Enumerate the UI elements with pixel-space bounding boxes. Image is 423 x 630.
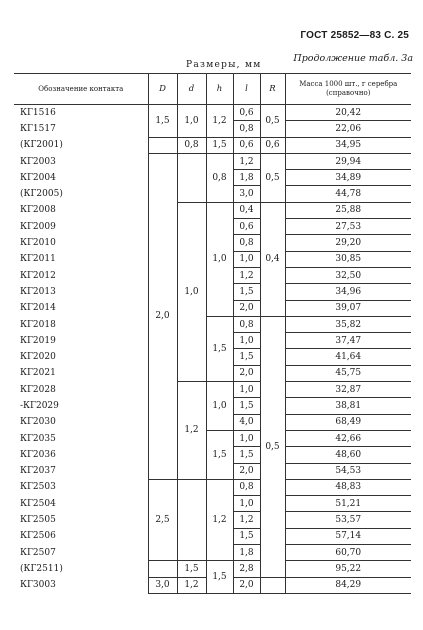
- table-row: [14, 137, 411, 153]
- mass-cell: 68,49: [285, 414, 411, 430]
- mass-cell: 29,94: [285, 153, 411, 169]
- mass-cell: 34,95: [285, 137, 411, 153]
- dim-l-cell: 1,0: [233, 496, 260, 512]
- contact-name: КГ2020: [14, 349, 148, 365]
- mass-cell: 84,29: [285, 577, 411, 593]
- mass-cell: 37,47: [285, 333, 411, 349]
- contact-name: КГ2035: [14, 430, 148, 446]
- mass-cell: 51,21: [285, 496, 411, 512]
- contact-name: КГ2030: [14, 414, 148, 430]
- table-body: [14, 105, 411, 594]
- mass-cell: 95,22: [285, 561, 411, 577]
- mass-cell: 41,64: [285, 349, 411, 365]
- dim-d-cell: [148, 561, 177, 577]
- table-row: [14, 479, 411, 495]
- col-header-R: R: [260, 74, 285, 105]
- dim-h-cell: 1,0: [206, 382, 233, 431]
- contact-name: КГ1516: [14, 105, 148, 121]
- mass-cell: 60,70: [285, 545, 411, 561]
- contact-name: КГ2009: [14, 219, 148, 235]
- contact-name: КГ2011: [14, 251, 148, 267]
- mass-cell: 38,81: [285, 398, 411, 414]
- contact-name: КГ1517: [14, 121, 148, 137]
- dim-d-cell: 1,5: [177, 561, 206, 577]
- mass-cell: 22,06: [285, 121, 411, 137]
- dim-l-cell: 2,0: [233, 577, 260, 593]
- dim-l-cell: 2,0: [233, 463, 260, 479]
- mass-cell: 48,60: [285, 447, 411, 463]
- dim-r-cell: 0,4: [260, 202, 285, 316]
- dim-l-cell: 1,5: [233, 349, 260, 365]
- col-header-h: h: [206, 74, 233, 105]
- dim-h-cell: 1,2: [206, 105, 233, 138]
- table-row: [14, 561, 411, 577]
- contact-name: КГ2503: [14, 479, 148, 495]
- dim-d-cell: 0,8: [177, 137, 206, 153]
- dim-l-cell: 1,5: [233, 398, 260, 414]
- dim-r-cell: 0,5: [260, 105, 285, 138]
- dim-l-cell: 0,6: [233, 105, 260, 121]
- dim-h-cell: 1,5: [206, 430, 233, 479]
- col-header-d: d: [177, 74, 206, 105]
- dim-d-cell: 1,2: [177, 382, 206, 480]
- contact-name: КГ2507: [14, 545, 148, 561]
- contact-name: КГ2021: [14, 365, 148, 381]
- dim-l-cell: 4,0: [233, 414, 260, 430]
- contact-name: КГ2036: [14, 447, 148, 463]
- contact-name: КГ2028: [14, 382, 148, 398]
- table-row: [14, 316, 411, 332]
- mass-cell: 44,78: [285, 186, 411, 202]
- contact-name: КГ2008: [14, 202, 148, 218]
- dim-l-cell: 1,0: [233, 251, 260, 267]
- mass-cell: 20,42: [285, 105, 411, 121]
- dim-l-cell: 0,6: [233, 219, 260, 235]
- mass-cell: 39,07: [285, 300, 411, 316]
- dim-l-cell: 1,2: [233, 512, 260, 528]
- dim-d-cell: 1,0: [177, 105, 206, 138]
- contact-name: КГ2506: [14, 528, 148, 544]
- dim-l-cell: 1,5: [233, 447, 260, 463]
- dim-d-cell: 2,0: [148, 153, 177, 479]
- dim-l-cell: 2,0: [233, 365, 260, 381]
- standard-header: ГОСТ 25852—83 С. 25: [300, 30, 409, 41]
- table-row: [14, 202, 411, 218]
- dim-r-cell: 0,5: [260, 153, 285, 202]
- contact-name: -КГ2029: [14, 398, 148, 414]
- dim-l-cell: 1,2: [233, 267, 260, 283]
- mass-cell: 54,53: [285, 463, 411, 479]
- mass-cell: 25,88: [285, 202, 411, 218]
- dim-d-cell: [177, 479, 206, 560]
- dim-r-cell: [260, 577, 285, 593]
- contact-name: КГ2003: [14, 153, 148, 169]
- continuation-caption: Продолжение табл. 3а: [293, 53, 413, 64]
- dim-l-cell: 0,6: [233, 137, 260, 153]
- contact-name: (КГ2511): [14, 561, 148, 577]
- dim-d-cell: 2,5: [148, 479, 177, 560]
- dim-r-cell: 0,5: [260, 316, 285, 577]
- mass-cell: 27,53: [285, 219, 411, 235]
- table-row: [14, 153, 411, 169]
- dim-l-cell: 0,8: [233, 121, 260, 137]
- dim-l-cell: 0,4: [233, 202, 260, 218]
- mass-cell: 34,89: [285, 170, 411, 186]
- table-row: [14, 105, 411, 121]
- dim-d-cell: 1,5: [148, 105, 177, 138]
- mass-cell: 48,83: [285, 479, 411, 495]
- table-row: [14, 430, 411, 446]
- mass-cell: 35,82: [285, 316, 411, 332]
- contact-name: КГ2010: [14, 235, 148, 251]
- contact-name: (КГ2001): [14, 137, 148, 153]
- dim-d-cell: 3,0: [148, 577, 177, 593]
- dim-l-cell: 0,8: [233, 479, 260, 495]
- dim-d-cell: [148, 137, 177, 153]
- table-header-row: [14, 74, 411, 105]
- col-header-mass: Масса 1000 шт., г серебра (справочно): [285, 74, 411, 105]
- sizes-caption: Размеры, мм: [186, 60, 262, 70]
- dim-l-cell: 0,8: [233, 316, 260, 332]
- contact-name: КГ2019: [14, 333, 148, 349]
- dim-l-cell: 1,5: [233, 528, 260, 544]
- contact-name: КГ2004: [14, 170, 148, 186]
- contact-name: КГ2505: [14, 512, 148, 528]
- table-row: [14, 382, 411, 398]
- contact-name: КГ2018: [14, 316, 148, 332]
- dim-l-cell: 3,0: [233, 186, 260, 202]
- dim-l-cell: 1,0: [233, 333, 260, 349]
- mass-cell: 29,20: [285, 235, 411, 251]
- contact-name: КГ2504: [14, 496, 148, 512]
- mass-cell: 30,85: [285, 251, 411, 267]
- mass-cell: 57,14: [285, 528, 411, 544]
- mass-cell: 32,50: [285, 267, 411, 283]
- dim-h-cell: 1,2: [206, 479, 233, 560]
- dim-d-cell: [177, 153, 206, 202]
- col-header-D: D: [148, 74, 177, 105]
- dim-l-cell: 2,0: [233, 300, 260, 316]
- dim-l-cell: 1,2: [233, 153, 260, 169]
- contact-name: КГ2013: [14, 284, 148, 300]
- dim-l-cell: 1,5: [233, 284, 260, 300]
- dim-h-cell: 1,5: [206, 561, 233, 594]
- contact-name: КГ3003: [14, 577, 148, 593]
- dim-r-cell: 0,6: [260, 137, 285, 153]
- dim-h-cell: 1,0: [206, 202, 233, 316]
- mass-cell: 32,87: [285, 382, 411, 398]
- dim-h-cell: 0,8: [206, 153, 233, 202]
- contact-name: КГ2037: [14, 463, 148, 479]
- contact-name: КГ2014: [14, 300, 148, 316]
- contacts-table: [14, 73, 411, 594]
- dim-l-cell: 1,8: [233, 170, 260, 186]
- dim-l-cell: 1,8: [233, 545, 260, 561]
- contact-name: (КГ2005): [14, 186, 148, 202]
- dim-d-cell: 1,2: [177, 577, 206, 593]
- col-header-l: l: [233, 74, 260, 105]
- mass-cell: 42,66: [285, 430, 411, 446]
- dim-h-cell: 1,5: [206, 316, 233, 381]
- dim-d-cell: 1,0: [177, 202, 206, 381]
- dim-l-cell: 0,8: [233, 235, 260, 251]
- dim-l-cell: 2,8: [233, 561, 260, 577]
- dim-h-cell: 1,5: [206, 137, 233, 153]
- contact-name: КГ2012: [14, 267, 148, 283]
- mass-cell: 53,57: [285, 512, 411, 528]
- dim-l-cell: 1,0: [233, 382, 260, 398]
- dim-l-cell: 1,0: [233, 430, 260, 446]
- mass-cell: 34,96: [285, 284, 411, 300]
- mass-cell: 45,75: [285, 365, 411, 381]
- col-header-name: Обозначение контакта: [14, 74, 148, 105]
